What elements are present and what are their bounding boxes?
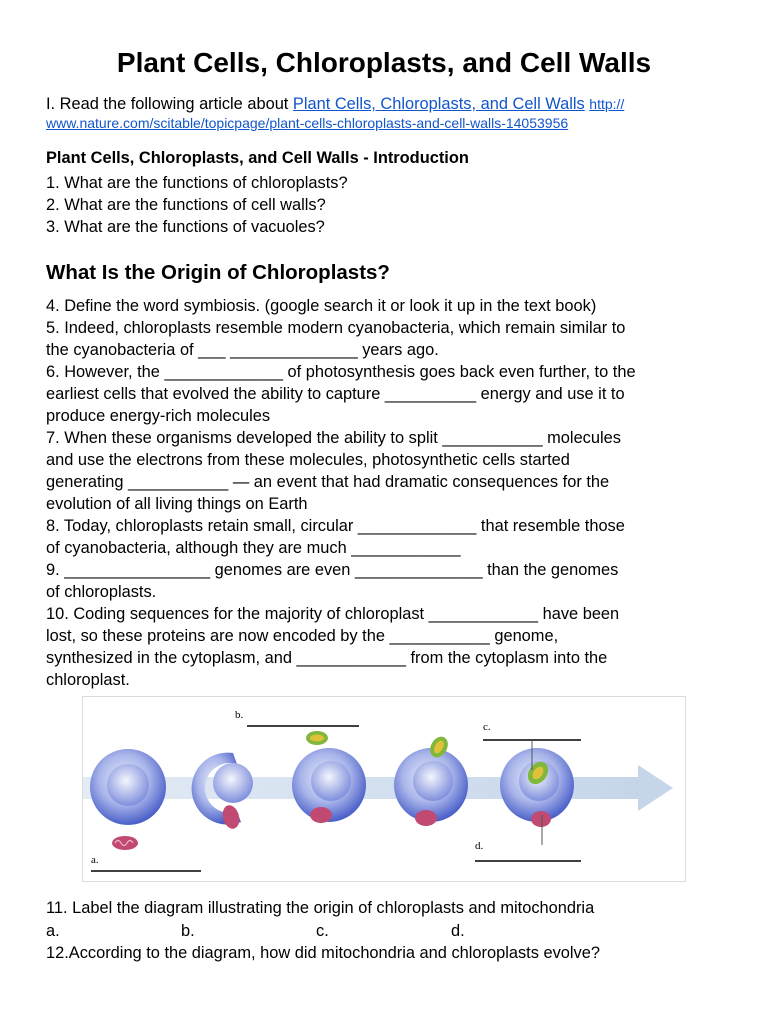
origin-text-line: produce energy-rich molecules xyxy=(46,407,271,425)
question-12: 12.According to the diagram, how did mitochondria and chloroplasts evolve? xyxy=(46,944,600,962)
origin-text-line: of chloroplasts. xyxy=(46,583,157,601)
origin-text-line: 7. When these organisms developed the ability to split ___________ molecules xyxy=(46,429,621,447)
cell-4 xyxy=(394,748,468,826)
cell-3 xyxy=(292,748,366,823)
cell-2 xyxy=(192,753,253,831)
answer-label-d: d. xyxy=(451,922,465,940)
question-11: 11. Label the diagram illustrating the origin of chloroplasts and mitochondria xyxy=(46,899,595,917)
origin-text-line: 8. Today, chloroplasts retain small, circular _____________ that resemble those xyxy=(46,517,625,535)
origin-text-line: chloroplast. xyxy=(46,671,130,689)
progress-arrow-head xyxy=(638,765,673,811)
page-title: Plant Cells, Chloroplasts, and Cell Walls xyxy=(116,47,652,78)
origin-text-line: evolution of all living things on Earth xyxy=(46,495,308,513)
diagram-label-a: a. xyxy=(91,854,99,866)
answer-label-a: a. xyxy=(46,922,60,940)
section-introduction-heading: Plant Cells, Chloroplasts, and Cell Walls - Introduction xyxy=(46,149,469,167)
origin-text-line: 9. ________________ genomes are even ______________ than the genomes xyxy=(46,561,619,579)
article-url-part2[interactable]: www.nature.com/scitable/topicpage/plant-cells-chloroplasts-and-cell-walls-14053956 xyxy=(46,115,569,131)
origin-text-line: generating ___________ — an event that had dramatic consequences for the xyxy=(46,473,610,491)
free-chloroplast-1 xyxy=(306,731,328,745)
origin-text-line: the cyanobacteria of ___ ______________ years ago. xyxy=(46,341,439,359)
question-1: 1. What are the functions of chloroplasts? xyxy=(46,174,348,192)
origin-text-line: lost, so these proteins are now encoded by the ___________ genome, xyxy=(46,627,559,645)
question-3: 3. What are the functions of vacuoles? xyxy=(46,218,325,236)
intro-url-line xyxy=(46,112,568,134)
origin-text-line: 10. Coding sequences for the majority of chloroplast ____________ have been xyxy=(46,605,620,623)
cell-5 xyxy=(500,748,574,827)
article-url-part1[interactable]: http:// xyxy=(589,96,625,112)
origin-text-line: 6. However, the _____________ of photosynthesis goes back even further, to the xyxy=(46,363,636,381)
origin-text-line: 5. Indeed, chloroplasts resemble modern cyanobacteria, which remain similar to xyxy=(46,319,626,337)
diagram-label-d: d. xyxy=(475,840,484,852)
intro-prefix: I. Read the following article about xyxy=(46,95,293,113)
endosymbiosis-diagram-svg xyxy=(83,697,685,881)
origin-text-line: and use the electrons from these molecules, photosynthetic cells started xyxy=(46,451,570,469)
diagram-label-c: c. xyxy=(483,721,491,733)
endosymbiosis-diagram xyxy=(82,696,686,882)
diagram-label-b: b. xyxy=(235,709,244,721)
origin-text-line: of cyanobacteria, although they are much ____________ xyxy=(46,539,461,557)
question-2: 2. What are the functions of cell walls? xyxy=(46,196,326,214)
cell-1 xyxy=(90,749,166,825)
answer-label-b: b. xyxy=(181,922,195,940)
origin-text-line: synthesized in the cytoplasm, and ____________ from the cytoplasm into the xyxy=(46,649,608,667)
article-link[interactable]: Plant Cells, Chloroplasts, and Cell Walls xyxy=(292,95,585,113)
section-origin-heading: What Is the Origin of Chloroplasts? xyxy=(46,261,390,284)
answer-label-c: c. xyxy=(316,922,329,940)
origin-text-line: 4. Define the word symbiosis. (google search it or look it up in the text book) xyxy=(46,297,597,315)
free-mitochondrion xyxy=(112,836,138,850)
origin-text-line: earliest cells that evolved the ability to capture __________ energy and use it to xyxy=(46,385,625,403)
